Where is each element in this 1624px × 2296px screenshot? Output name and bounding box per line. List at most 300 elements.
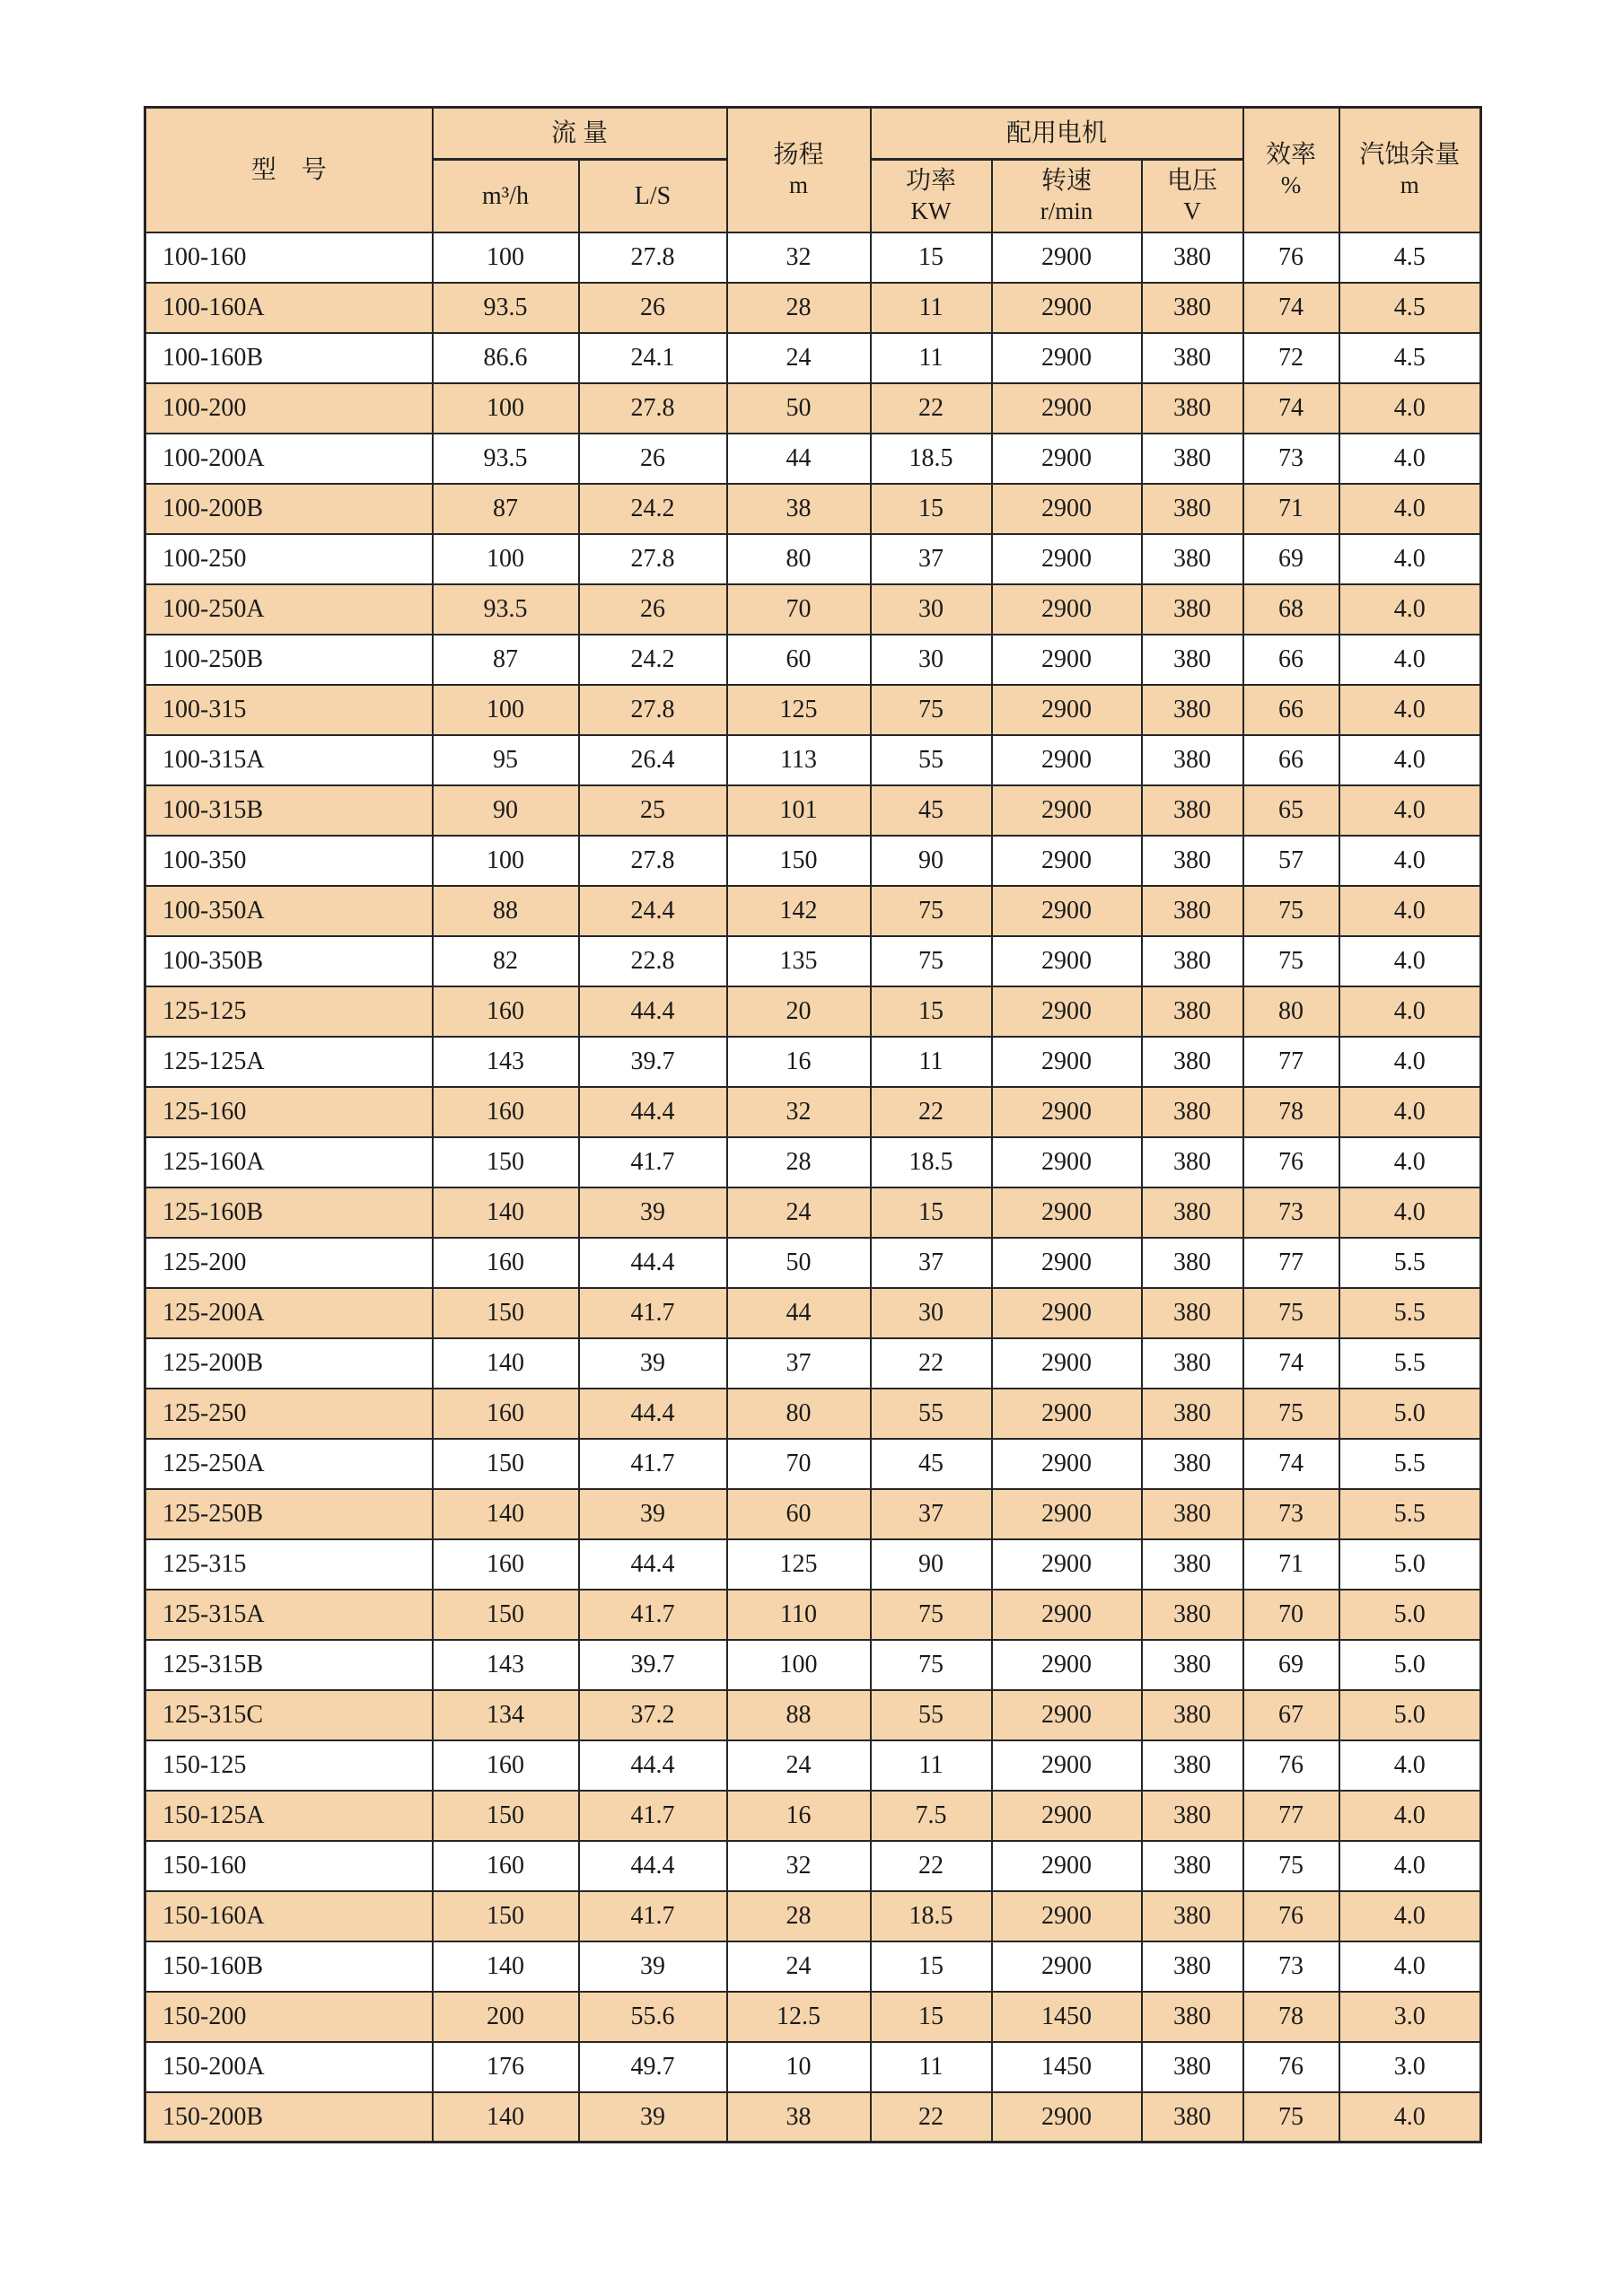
cell-value: 380 [1142,2042,1243,2092]
cell-value: 22 [871,1841,992,1891]
cell-value: 4.0 [1339,1037,1481,1087]
table-row [145,1037,1481,1087]
cell-value: 160 [433,986,579,1037]
table-header [145,108,1481,232]
cell-value: 4.0 [1339,584,1481,635]
cell-model: 100-315B [145,785,433,836]
cell-value: 100 [727,1640,871,1690]
cell-value: 380 [1142,685,1243,735]
cell-value: 140 [433,1187,579,1238]
cell-model: 125-160B [145,1187,433,1238]
cell-value: 27.8 [579,534,727,584]
cell-value: 380 [1142,1740,1243,1791]
cell-value: 176 [433,2042,579,2092]
cell-value: 380 [1142,1137,1243,1187]
table-row [145,1238,1481,1288]
cell-value: 380 [1142,1640,1243,1690]
cell-value: 5.0 [1339,1690,1481,1740]
cell-value: 160 [433,1087,579,1137]
cell-value: 11 [871,1740,992,1791]
header-model [145,108,433,232]
cell-value: 160 [433,1389,579,1439]
cell-model: 125-125 [145,986,433,1037]
cell-value: 380 [1142,1891,1243,1941]
table-row [145,1690,1481,1740]
cell-value: 75 [1243,1389,1339,1439]
header-flow-ls-label: L/S [634,181,672,210]
cell-value: 26 [579,283,727,333]
table-row [145,785,1481,836]
cell-value: 74 [1243,1439,1339,1489]
header-efficiency-label: 效率 [1266,140,1317,169]
table-row [145,1087,1481,1137]
cell-value: 4.5 [1339,232,1481,283]
cell-model: 100-350B [145,936,433,986]
cell-value: 73 [1243,1489,1339,1539]
header-motor-voltage-unit: V [1183,197,1201,224]
cell-model: 100-250 [145,534,433,584]
cell-value: 2900 [992,836,1142,886]
cell-model: 150-200A [145,2042,433,2092]
cell-value: 2900 [992,635,1142,685]
cell-value: 90 [871,1539,992,1590]
cell-value: 66 [1243,635,1339,685]
table-row [145,1791,1481,1841]
cell-value: 55 [871,1690,992,1740]
table-row [145,1489,1481,1539]
table-row [145,986,1481,1037]
cell-value: 30 [871,1288,992,1338]
cell-value: 2900 [992,1841,1142,1891]
cell-value: 2900 [992,1338,1142,1389]
cell-value: 380 [1142,232,1243,283]
header-head-unit: m [789,171,809,198]
table-row [145,685,1481,735]
cell-value: 24 [727,333,871,383]
cell-value: 44.4 [579,1539,727,1590]
cell-value: 76 [1243,2042,1339,2092]
cell-value: 5.0 [1339,1539,1481,1590]
cell-value: 50 [727,1238,871,1288]
cell-value: 380 [1142,635,1243,685]
cell-model: 100-200B [145,484,433,534]
cell-value: 4.0 [1339,1187,1481,1238]
cell-value: 2900 [992,232,1142,283]
cell-value: 80 [727,1389,871,1439]
cell-value: 100 [433,232,579,283]
cell-value: 160 [433,1238,579,1288]
table-row [145,1941,1481,1992]
cell-value: 20 [727,986,871,1037]
cell-model: 100-160A [145,283,433,333]
cell-value: 380 [1142,1238,1243,1288]
cell-value: 150 [433,1439,579,1489]
cell-value: 82 [433,936,579,986]
cell-value: 5.0 [1339,1389,1481,1439]
cell-value: 18.5 [871,1137,992,1187]
cell-value: 15 [871,484,992,534]
cell-value: 44.4 [579,1740,727,1791]
cell-model: 100-350A [145,886,433,936]
header-flow-m3h-label: m³/h [482,181,529,210]
cell-value: 2900 [992,333,1142,383]
cell-value: 80 [727,534,871,584]
cell-value: 55.6 [579,1992,727,2042]
cell-value: 28 [727,1891,871,1941]
cell-value: 15 [871,1187,992,1238]
cell-value: 4.0 [1339,986,1481,1037]
cell-model: 125-315 [145,1539,433,1590]
cell-value: 71 [1243,1539,1339,1590]
cell-value: 70 [1243,1590,1339,1640]
table-row [145,1539,1481,1590]
cell-value: 4.0 [1339,1941,1481,1992]
cell-value: 76 [1243,232,1339,283]
cell-model: 125-125A [145,1037,433,1087]
cell-value: 66 [1243,685,1339,735]
cell-value: 90 [871,836,992,886]
table-row [145,1137,1481,1187]
cell-value: 60 [727,635,871,685]
cell-value: 140 [433,1941,579,1992]
cell-model: 100-315 [145,685,433,735]
cell-value: 150 [433,1288,579,1338]
cell-value: 12.5 [727,1992,871,2042]
table-row [145,1740,1481,1791]
cell-value: 200 [433,1992,579,2042]
cell-value: 44 [727,434,871,484]
cell-value: 1450 [992,2042,1142,2092]
cell-value: 87 [433,484,579,534]
cell-value: 100 [433,383,579,434]
cell-model: 100-315A [145,735,433,785]
cell-value: 67 [1243,1690,1339,1740]
cell-model: 100-160B [145,333,433,383]
cell-value: 45 [871,1439,992,1489]
table-row [145,333,1481,383]
cell-value: 55 [871,1389,992,1439]
cell-value: 380 [1142,1992,1243,2042]
cell-value: 2900 [992,1539,1142,1590]
cell-value: 45 [871,785,992,836]
cell-model: 150-160 [145,1841,433,1891]
cell-value: 4.0 [1339,836,1481,886]
cell-model: 150-200 [145,1992,433,2042]
cell-value: 68 [1243,584,1339,635]
cell-value: 26 [579,584,727,635]
cell-value: 2900 [992,534,1142,584]
header-npsh-unit: m [1400,171,1419,198]
cell-value: 2900 [992,1439,1142,1489]
cell-value: 38 [727,484,871,534]
header-motor-speed [992,160,1142,232]
cell-value: 27.8 [579,685,727,735]
cell-value: 74 [1243,283,1339,333]
header-efficiency [1243,108,1339,232]
cell-value: 380 [1142,534,1243,584]
cell-value: 380 [1142,735,1243,785]
cell-value: 380 [1142,1791,1243,1841]
cell-value: 75 [871,936,992,986]
cell-value: 22 [871,1338,992,1389]
cell-value: 143 [433,1037,579,1087]
table-row [145,1891,1481,1941]
cell-value: 5.0 [1339,1590,1481,1640]
table-row [145,584,1481,635]
cell-value: 41.7 [579,1288,727,1338]
cell-value: 28 [727,1137,871,1187]
table-row [145,383,1481,434]
cell-model: 125-315B [145,1640,433,1690]
cell-value: 15 [871,232,992,283]
cell-value: 2900 [992,2092,1142,2143]
cell-value: 44.4 [579,1238,727,1288]
table-row [145,2092,1481,2143]
cell-value: 76 [1243,1137,1339,1187]
table-row [145,434,1481,484]
cell-value: 380 [1142,886,1243,936]
cell-value: 73 [1243,434,1339,484]
cell-value: 37.2 [579,1690,727,1740]
cell-value: 4.0 [1339,434,1481,484]
pump-spec-table [144,106,1482,2143]
cell-value: 77 [1243,1791,1339,1841]
header-npsh [1339,108,1481,232]
cell-value: 15 [871,1941,992,1992]
cell-value: 44.4 [579,1841,727,1891]
cell-value: 2900 [992,785,1142,836]
cell-value: 7.5 [871,1791,992,1841]
table-row [145,886,1481,936]
cell-value: 2900 [992,1087,1142,1137]
cell-value: 93.5 [433,584,579,635]
header-flow-group [433,108,727,160]
cell-value: 160 [433,1539,579,1590]
cell-value: 125 [727,1539,871,1590]
cell-value: 41.7 [579,1590,727,1640]
header-flow-ls [579,160,727,232]
cell-value: 2900 [992,434,1142,484]
cell-value: 93.5 [433,434,579,484]
cell-value: 2900 [992,484,1142,534]
cell-value: 87 [433,635,579,685]
cell-model: 125-160A [145,1137,433,1187]
cell-value: 76 [1243,1740,1339,1791]
table-body [145,232,1481,2143]
cell-value: 50 [727,383,871,434]
cell-model: 100-200A [145,434,433,484]
cell-value: 44.4 [579,1087,727,1137]
cell-value: 380 [1142,936,1243,986]
cell-value: 3.0 [1339,1992,1481,2042]
cell-value: 39 [579,1941,727,1992]
cell-value: 41.7 [579,1439,727,1489]
cell-value: 2900 [992,886,1142,936]
cell-value: 2900 [992,1640,1142,1690]
cell-value: 22.8 [579,936,727,986]
cell-value: 44.4 [579,1389,727,1439]
cell-value: 380 [1142,2092,1243,2143]
cell-value: 69 [1243,534,1339,584]
cell-value: 30 [871,584,992,635]
cell-value: 100 [433,836,579,886]
cell-value: 49.7 [579,2042,727,2092]
cell-value: 5.0 [1339,1640,1481,1690]
cell-model: 125-315A [145,1590,433,1640]
cell-value: 380 [1142,584,1243,635]
cell-value: 380 [1142,1590,1243,1640]
table-row [145,534,1481,584]
cell-value: 380 [1142,1941,1243,1992]
cell-value: 75 [1243,1288,1339,1338]
cell-value: 150 [433,1590,579,1640]
cell-value: 2900 [992,735,1142,785]
table-row [145,1288,1481,1338]
cell-value: 2900 [992,1740,1142,1791]
header-npsh-label: 汽蚀余量 [1359,140,1461,169]
cell-value: 28 [727,283,871,333]
table-row [145,2042,1481,2092]
cell-value: 75 [1243,1841,1339,1891]
table-row [145,1338,1481,1389]
cell-value: 65 [1243,785,1339,836]
header-motor-voltage [1142,160,1243,232]
table-row [145,936,1481,986]
cell-value: 2900 [992,1288,1142,1338]
cell-model: 150-125 [145,1740,433,1791]
cell-value: 37 [871,534,992,584]
cell-value: 2900 [992,584,1142,635]
cell-value: 24.4 [579,886,727,936]
cell-value: 4.0 [1339,635,1481,685]
cell-value: 2900 [992,1137,1142,1187]
cell-value: 2900 [992,1891,1142,1941]
cell-value: 22 [871,2092,992,2143]
cell-value: 2900 [992,383,1142,434]
cell-value: 380 [1142,1439,1243,1489]
cell-value: 39.7 [579,1037,727,1087]
cell-value: 2900 [992,685,1142,735]
cell-value: 1450 [992,1992,1142,2042]
cell-value: 380 [1142,1389,1243,1439]
cell-value: 11 [871,333,992,383]
cell-model: 125-160 [145,1087,433,1137]
cell-value: 3.0 [1339,2042,1481,2092]
cell-value: 4.0 [1339,383,1481,434]
header-motor-power-label: 功率 [906,166,957,195]
cell-value: 5.5 [1339,1489,1481,1539]
header-motor-voltage-label: 电压 [1167,166,1218,195]
header-motor-label: 配用电机 [1006,119,1108,147]
cell-value: 57 [1243,836,1339,886]
cell-value: 113 [727,735,871,785]
cell-value: 39 [579,1187,727,1238]
table-row [145,1640,1481,1690]
cell-value: 75 [871,886,992,936]
cell-value: 380 [1142,1187,1243,1238]
table-row [145,1841,1481,1891]
cell-model: 125-200 [145,1238,433,1288]
cell-value: 70 [727,1439,871,1489]
cell-value: 142 [727,886,871,936]
cell-value: 55 [871,735,992,785]
cell-value: 4.0 [1339,735,1481,785]
cell-value: 380 [1142,1841,1243,1891]
cell-model: 100-350 [145,836,433,886]
cell-value: 380 [1142,383,1243,434]
cell-value: 44.4 [579,986,727,1037]
cell-value: 2900 [992,283,1142,333]
cell-value: 18.5 [871,434,992,484]
cell-value: 100 [433,685,579,735]
table-row [145,283,1481,333]
cell-value: 75 [1243,886,1339,936]
cell-value: 4.0 [1339,484,1481,534]
cell-value: 5.5 [1339,1288,1481,1338]
cell-value: 73 [1243,1941,1339,1992]
header-head [727,108,871,232]
cell-value: 15 [871,986,992,1037]
cell-model: 125-200A [145,1288,433,1338]
cell-value: 75 [1243,936,1339,986]
cell-value: 143 [433,1640,579,1690]
cell-value: 2900 [992,936,1142,986]
cell-value: 27.8 [579,383,727,434]
table-row [145,1590,1481,1640]
cell-value: 24 [727,1740,871,1791]
cell-value: 27.8 [579,836,727,886]
table-row [145,484,1481,534]
table-row [145,836,1481,886]
cell-model: 100-250A [145,584,433,635]
cell-value: 78 [1243,1992,1339,2042]
cell-value: 24 [727,1187,871,1238]
cell-value: 24.1 [579,333,727,383]
cell-value: 75 [871,1640,992,1690]
cell-value: 26.4 [579,735,727,785]
cell-value: 39 [579,1489,727,1539]
cell-value: 2900 [992,1238,1142,1288]
cell-value: 74 [1243,383,1339,434]
cell-value: 11 [871,283,992,333]
cell-model: 100-160 [145,232,433,283]
header-motor-speed-unit: r/min [1040,197,1093,224]
header-motor-power-unit: KW [910,197,952,224]
cell-value: 41.7 [579,1137,727,1187]
cell-model: 125-200B [145,1338,433,1389]
cell-value: 37 [871,1238,992,1288]
table-row [145,1439,1481,1489]
cell-value: 37 [727,1338,871,1389]
cell-value: 74 [1243,1338,1339,1389]
header-model-label: 型 号 [250,155,327,184]
cell-value: 380 [1142,1690,1243,1740]
cell-value: 16 [727,1037,871,1087]
cell-value: 72 [1243,333,1339,383]
table-row [145,1187,1481,1238]
cell-value: 24 [727,1941,871,1992]
cell-value: 4.0 [1339,886,1481,936]
cell-value: 2900 [992,1389,1142,1439]
header-flow-m3h [433,160,579,232]
cell-value: 4.0 [1339,2092,1481,2143]
cell-value: 73 [1243,1187,1339,1238]
cell-value: 100 [433,534,579,584]
cell-value: 75 [1243,2092,1339,2143]
cell-value: 150 [433,1791,579,1841]
cell-value: 11 [871,1037,992,1087]
cell-value: 39 [579,1338,727,1389]
